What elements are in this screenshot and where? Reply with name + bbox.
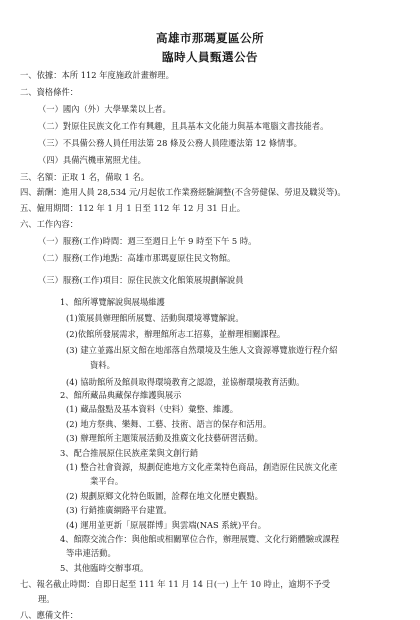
work-subitem: (1) 藏品盤點及基本資料（史料）彙整、維護。 <box>66 404 239 415</box>
work-subitem: (2) 規劃原鄉文化特色販圖，詮釋在地文化歷史觀點。 <box>66 490 263 501</box>
duty-item: （一）服務(工作)時間：週三至週日上午 9 時至下午 5 時。 <box>38 236 257 246</box>
qualification-item: （三）不具備公務人員任用法第 28 條及公務人員陞遷法第 12 條情事。 <box>38 138 302 148</box>
work-heading: 1、館所導覽解說與展場維護 <box>60 297 165 307</box>
work-heading: 3、配合推展原住民族產業與文創行銷 <box>60 447 199 458</box>
work-subitem: (3) 行銷推廣網路平台建置。 <box>66 505 172 516</box>
work-subitem: (4) 協助館所及館員取得環境教育之認證，並協辦環境教育活動。 <box>66 377 305 387</box>
work-subitem: (2)依館所發展需求，辦理館所志工招募，並辦理相關課程。 <box>66 329 286 339</box>
work-subitem: (4) 運用並更新「原展群博」與雲端(NAS 系統)平台。 <box>66 519 267 530</box>
section-qualifications: 二、資格條件： <box>20 87 79 97</box>
section-deadline-cont: 理。 <box>38 593 55 604</box>
work-subitem-cont: 資料。 <box>90 360 115 370</box>
section-basis: 一、依據：本所 112 年度施政計畫辦理。 <box>20 70 174 80</box>
qualification-item: （一）國內（外）大學畢業以上者。 <box>38 104 171 114</box>
section-documents: 八、應備文件： <box>20 610 79 620</box>
duty-item: （三）服務(工作)項目：原住民族文化館策展規劃解說員 <box>38 275 244 285</box>
section-quota: 三、名額：正取 1 名，備取 1 名。 <box>20 172 149 182</box>
work-subitem: (1) 整合社會資源，規劃促進地方文化產業特色商品，創造原住民族文化產 <box>66 462 338 472</box>
work-subitem: (3) 辦理館所主題策展活動及推廣文化技藝研習活動。 <box>66 433 263 444</box>
section-deadline: 七、報名截止時間：自即日起至 111 年 11 月 14 日(一) 上午 10 時止，逾期不予受 <box>20 579 331 590</box>
agency-name: 高雄市那瑪夏區公所 <box>156 31 264 45</box>
announcement-title: 臨時人員甄選公告 <box>162 50 258 64</box>
work-heading-cont: 等串連活動。 <box>66 548 116 559</box>
work-heading: 5、其他臨時交辦事項。 <box>60 562 149 573</box>
section-period: 五、僱用期間：112 年 1 月 1 日至 112 年 12 月 31 日止。 <box>20 203 246 213</box>
work-heading: 2、館所藏品典藏保存維護與展示 <box>60 390 182 400</box>
duty-item: （二）服務(工作)地點：高雄市那瑪夏原住民文物館。 <box>38 253 236 263</box>
work-subitem: (3) 建立並露出原文館在地部落自然環境及生態人文資源導覽旅遊行程介紹 <box>66 345 338 355</box>
qualification-item: （四）具備汽機車駕照尤佳。 <box>38 155 146 165</box>
section-duties: 六、工作內容： <box>20 219 79 229</box>
work-heading: 4、館際交流合作：與他館或相關單位合作，辦理展覽、文化行銷體驗或課程 <box>60 534 340 544</box>
qualification-item: （二）對原住民族文化工作有興趣，且具基本文化能力與基本電腦文書技能者。 <box>38 121 329 131</box>
work-subitem: (2) 地方祭典、樂舞、工藝、技術、語言的保存和活用。 <box>66 418 272 429</box>
work-subitem: (1)策展員辦理館所展覽、活動與環境導覽解說。 <box>66 313 244 323</box>
section-salary: 四、薪酬：進用人員 28,534 元/月起依工作業務經驗調整(不含勞健保、勞退及職災等)。 <box>20 187 346 197</box>
work-subitem-cont: 業平台。 <box>90 476 124 487</box>
